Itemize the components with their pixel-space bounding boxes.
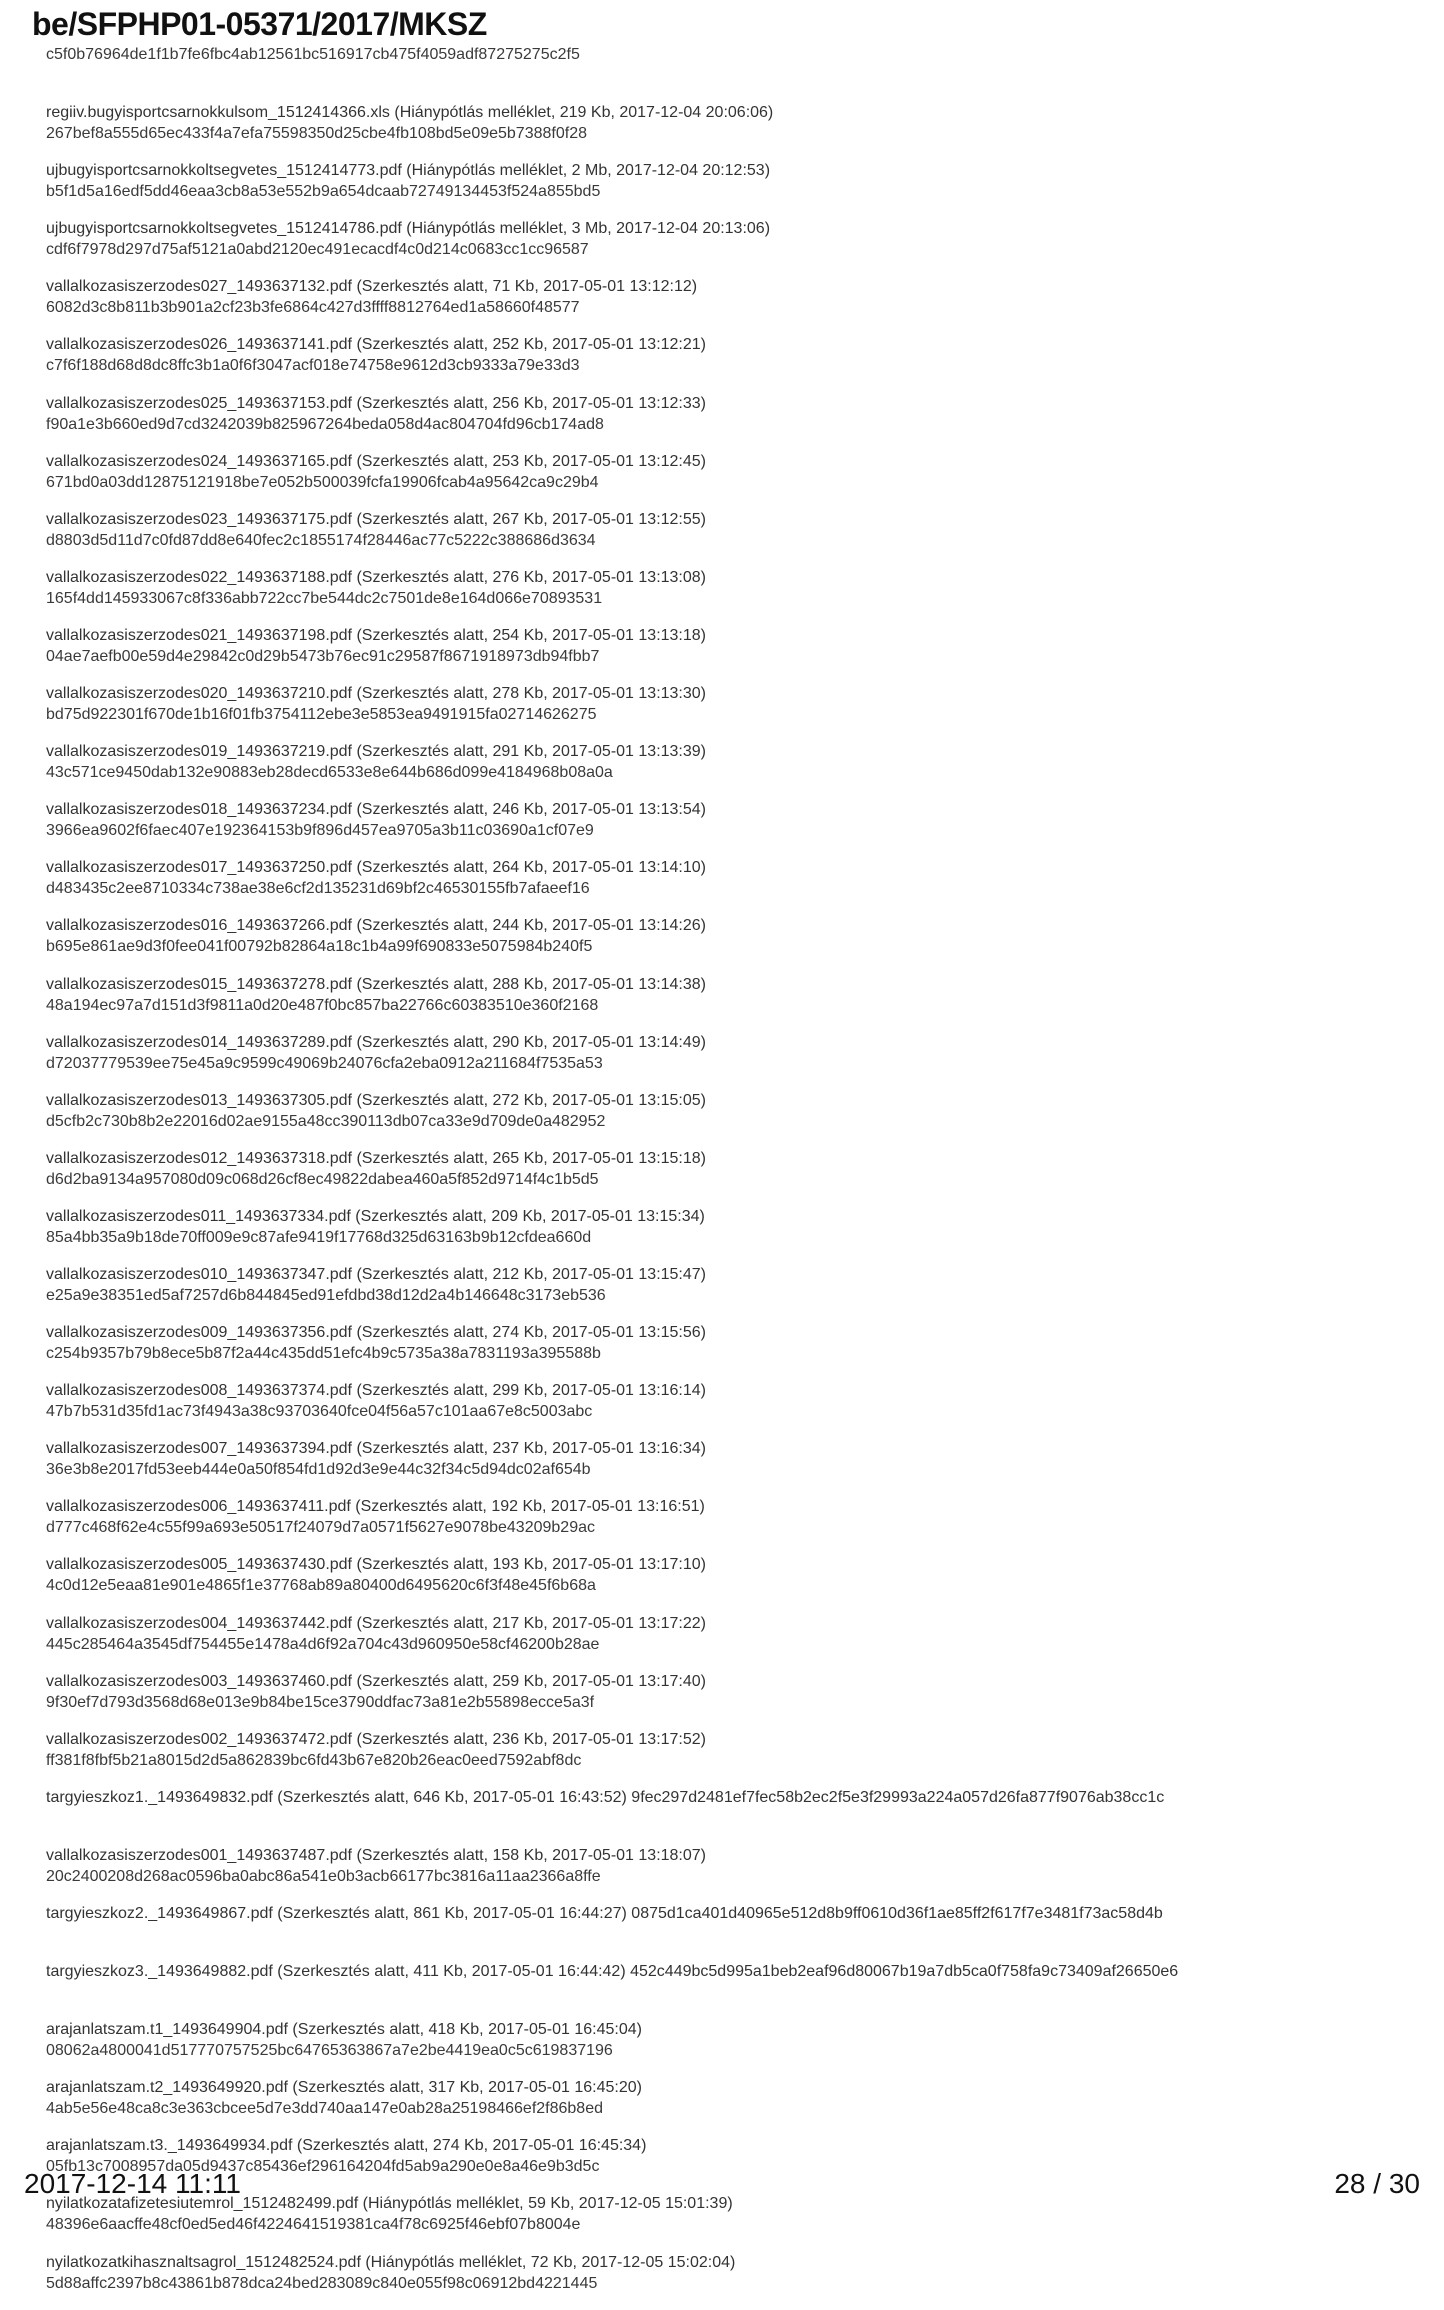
file-name: ujbugyisportcsarnokkoltsegvetes_1512414773.pdf [46,162,402,180]
file-meta: (Szerkesztés alatt, 288 Kb, 2017-05-01 13:14:38) [356,975,706,993]
list-item [46,1090,1436,1148]
file-hash: ff381f8fbf5b21a8015d2d5a862839bc6fd43b67e820b26eac0eed7592abf8dc [46,1751,582,1769]
file-name: nyilatkozatafizetesiutemrol_1512482499.pdf [46,2195,359,2213]
list-item [46,2135,1436,2193]
file-hash: 4ab5e56e48ca8c3e363cbcee5d7e3dd740aa147e0ab28a25198466ef2f86b8ed [46,2100,603,2118]
file-hash: 36e3b8e2017fd53eeb444e0a50f854fd1d92d3e9e44c32f34c5d94dc02af654b [46,1461,591,1479]
file-name: vallalkozasiszerzodes022_1493637188.pdf [46,568,352,586]
file-hash: 6082d3c8b811b3b901a2cf23b3fe6864c427d3ffff8812764ed1a58660f48577 [46,299,580,317]
list-item [46,2193,1436,2251]
file-info-line [46,974,1436,995]
file-meta: (Szerkesztés alatt, 646 Kb, 2017-05-01 16:43:52) 9fec297d2481ef7fec58b2ec2f5e3f29993a224a057d26fa877f9076ab38cc1c [277,1788,1165,1806]
file-info-line [46,2135,1436,2156]
file-meta: (Szerkesztés alatt, 290 Kb, 2017-05-01 13:14:49) [356,1033,706,1051]
file-hash: c254b9357b79b8ece5b87f2a44c435dd51efc4b9c5735a38a7831193a395588b [46,1345,601,1363]
file-meta: (Szerkesztés alatt, 253 Kb, 2017-05-01 13:12:45) [356,452,706,470]
list-item [46,1903,1436,1961]
file-meta: (Szerkesztés alatt, 274 Kb, 2017-05-01 13:15:56) [356,1324,706,1342]
file-name: arajanlatszam.t1_1493649904.pdf [46,2021,288,2039]
file-info-line [46,915,1436,936]
file-meta: (Szerkesztés alatt, 246 Kb, 2017-05-01 13:13:54) [356,801,706,819]
file-name: vallalkozasiszerzodes006_1493637411.pdf [46,1498,351,1516]
file-hash: 85a4bb35a9b18de70ff009e9c87afe9419f17768d325d63163b9b12cfdea660d [46,1228,592,1246]
file-meta: (Szerkesztés alatt, 291 Kb, 2017-05-01 13:13:39) [356,743,706,761]
list-item [46,1554,1436,1612]
file-info-line [46,1729,1436,1750]
list-item [46,1613,1436,1671]
file-name: vallalkozasiszerzodes007_1493637394.pdf [46,1440,352,1458]
file-meta: (Hiánypótlás melléklet, 2 Mb, 2017-12-04 20:12:53) [406,162,771,180]
file-meta: (Szerkesztés alatt, 193 Kb, 2017-05-01 13:17:10) [356,1556,706,1574]
file-info-line [46,1032,1436,1053]
file-hash: 47b7b531d35fd1ac73f4943a38c93703640fce04f56a57c101aa67e8c5003abc [46,1403,593,1421]
file-hash: 445c285464a3545df754455e1478a4d6f92a704c43d960950e58cf46200b28ae [46,1635,600,1653]
list-item [46,1496,1436,1554]
file-hash: 5d88affc2397b8c43861b878dca24bed283089c840e055f98c06912bd4221445 [46,2274,598,2292]
file-hash: 4c0d12e5eaa81e901e4865f1e37768ab89a80400d6495620c6f3f48e45f6b68a [46,1577,596,1595]
file-info-line [46,276,1436,297]
file-meta: (Szerkesztés alatt, 158 Kb, 2017-05-01 13:18:07) [356,1846,706,1864]
file-hash: c5f0b76964de1f1b7fe6fbc4ab12561bc516917cb475f4059adf87275275c2f5 [46,46,580,63]
file-name: vallalkozasiszerzodes010_1493637347.pdf [46,1265,352,1283]
file-info-line [46,1845,1436,1866]
list-item [46,2019,1436,2077]
file-info-line [46,1206,1436,1227]
file-info-line [46,334,1436,355]
file-meta: (Szerkesztés alatt, 209 Kb, 2017-05-01 13:15:34) [355,1207,705,1225]
file-name: targyieszkoz2._1493649867.pdf [46,1905,273,1922]
file-name: vallalkozasiszerzodes009_1493637356.pdf [46,1324,352,1342]
file-name: vallalkozasiszerzodes024_1493637165.pdf [46,452,352,470]
file-hash: 05fb13c7008957da05d9437c85436ef296164204fd5ab9a290e0e8a46e9b3d5c [46,2158,600,2176]
file-meta: (Szerkesztés alatt, 418 Kb, 2017-05-01 16:45:04) [292,2021,642,2039]
file-info-line [46,1148,1436,1169]
file-hash: 48396e6aacffe48cf0ed5ed46f4224641519381ca4f78c6925f46ebf07b8004e [46,2216,581,2234]
list-item [46,1380,1436,1438]
list-item [46,1961,1436,2019]
list-item [46,1032,1436,1090]
list-item [46,2077,1436,2135]
file-hash: 267bef8a555d65ec433f4a7efa75598350d25cbe4fb108bd5e09e5b7388f0f28 [46,125,587,143]
list-item [46,1787,1436,1845]
list-item [46,160,1436,218]
file-hash: 671bd0a03dd12875121918be7e052b500039fcfa19906fcab4a95642ca9c29b4 [46,473,599,491]
file-info-line [46,799,1436,820]
list-item [46,1729,1436,1787]
list-item [46,1845,1436,1903]
file-meta: (Szerkesztés alatt, 252 Kb, 2017-05-01 13:12:21) [356,336,706,354]
list-item [46,1148,1436,1206]
page-number: 28 / 30 [1334,2168,1420,2199]
list-item [46,509,1436,567]
print-timestamp: 2017-12-14 11:11 [24,2168,241,2199]
list-item [46,1438,1436,1496]
file-name: arajanlatszam.t3._1493649934.pdf [46,2137,293,2155]
file-name: arajanlatszam.t2_1493649920.pdf [46,2079,288,2097]
list-item [46,857,1436,915]
list-item [46,741,1436,799]
file-meta: (Szerkesztés alatt, 236 Kb, 2017-05-01 13:17:52) [356,1730,706,1748]
file-meta: (Hiánypótlás melléklet, 219 Kb, 2017-12-04 20:06:06) [394,104,774,122]
list-item [46,1671,1436,1729]
file-meta: (Szerkesztés alatt, 265 Kb, 2017-05-01 13:15:18) [356,1149,706,1167]
file-hash: b5f1d5a16edf5dd46eaa3cb8a53e552b9a654dcaab72749134453f524a855bd5 [46,183,601,201]
file-info-line [46,1090,1436,1111]
file-name: vallalkozasiszerzodes015_1493637278.pdf [46,975,352,993]
list-item [46,915,1436,973]
list-item [46,1206,1436,1264]
file-meta: (Szerkesztés alatt, 317 Kb, 2017-05-01 16:45:20) [292,2079,642,2097]
file-info-line [46,1961,1436,1982]
file-info-line [46,1671,1436,1692]
list-item [46,393,1436,451]
case-number: be/SFPHP01-05371/2017/MKSZ [32,6,487,42]
file-meta: (Hiánypótlás melléklet, 59 Kb, 2017-12-05 15:01:39) [362,2195,733,2213]
file-meta: (Szerkesztés alatt, 244 Kb, 2017-05-01 13:14:26) [356,917,706,935]
file-hash: c7f6f188d68d8dc8ffc3b1a0f6f3047acf018e74758e9612d3cb9333a79e33d3 [46,357,580,375]
list-item [46,1264,1436,1322]
file-name: vallalkozasiszerzodes023_1493637175.pdf [46,510,352,528]
file-meta: (Szerkesztés alatt, 256 Kb, 2017-05-01 13:12:33) [356,394,706,412]
file-hash: d72037779539ee75e45a9c9599c49069b24076cfa2eba0912a211684f7535a53 [46,1054,603,1072]
attachment-list [46,44,1436,2310]
list-item [46,102,1436,160]
file-info-line [46,567,1436,588]
list-item [46,451,1436,509]
file-name: vallalkozasiszerzodes020_1493637210.pdf [46,685,352,703]
file-meta: (Szerkesztés alatt, 861 Kb, 2017-05-01 16:44:27) 0875d1ca401d40965e512d8b9ff0610d36f1ae85ff2f617f7e3481f73ac58d4b [277,1905,1163,1922]
file-hash: 3966ea9602f6faec407e192364153b9f896d457ea9705a3b11c03690a1cf07e9 [46,822,594,840]
file-info-line [46,2252,1436,2273]
file-hash: 9f30ef7d793d3568d68e013e9b84be15ce3790ddfac73a81e2b55898ecce5a3f [46,1693,595,1711]
list-item [46,567,1436,625]
file-hash: 165f4dd145933067c8f336abb722cc7be544dc2c7501de8e164d066e70893531 [46,589,603,607]
file-hash: 04ae7aefb00e59d4e29842c0d29b5473b76ec91c29587f8671918973db94fbb7 [46,647,600,665]
file-info-line [46,683,1436,704]
file-hash: d483435c2ee8710334c738ae38e6cf2d135231d69bf2c46530155fb7afaeef16 [46,880,590,898]
file-meta: (Szerkesztés alatt, 254 Kb, 2017-05-01 13:13:18) [356,626,706,644]
file-info-line [46,1613,1436,1634]
file-info-line [46,1496,1436,1517]
file-meta: (Hiánypótlás melléklet, 3 Mb, 2017-12-04 20:13:06) [406,220,771,238]
file-info-line [46,2077,1436,2098]
file-info-line [46,625,1436,646]
file-name: ujbugyisportcsarnokkoltsegvetes_1512414786.pdf [46,220,402,238]
file-name: vallalkozasiszerzodes011_1493637334.pdf [46,1207,351,1225]
file-hash: cdf6f7978d297d75af5121a0abd2120ec491ecacdf4c0d214c0683cc1cc96587 [46,241,589,259]
file-info-line [46,2193,1436,2214]
file-name: vallalkozasiszerzodes027_1493637132.pdf [46,278,352,296]
list-item [46,799,1436,857]
file-info-line [46,102,1436,123]
file-info-line [46,1438,1436,1459]
file-name: vallalkozasiszerzodes016_1493637266.pdf [46,917,352,935]
file-meta: (Szerkesztés alatt, 192 Kb, 2017-05-01 13:16:51) [355,1498,705,1516]
file-meta: (Szerkesztés alatt, 411 Kb, 2017-05-01 16:44:42) 452c449bc5d995a1beb2eaf96d80067b19a7db5ca0f758fa9c73409af26650e6 [277,1963,1179,1981]
file-name: vallalkozasiszerzodes017_1493637250.pdf [46,859,352,877]
file-info-line [46,451,1436,472]
file-meta: (Szerkesztés alatt, 299 Kb, 2017-05-01 13:16:14) [356,1382,706,1400]
list-item [46,334,1436,392]
file-name: nyilatkozatkihasznaltsagrol_1512482524.pdf [46,2253,361,2271]
list-item [46,1322,1436,1380]
file-name: vallalkozasiszerzodes026_1493637141.pdf [46,336,352,354]
list-item [46,625,1436,683]
file-info-line [46,509,1436,530]
file-meta: (Szerkesztés alatt, 274 Kb, 2017-05-01 16:45:34) [296,2137,647,2155]
file-info-line [46,1322,1436,1343]
list-item [46,2252,1436,2310]
file-info-line [46,857,1436,878]
file-info-line [46,1903,1436,1924]
file-meta: (Szerkesztés alatt, 217 Kb, 2017-05-01 13:17:22) [356,1614,706,1632]
file-info-line [46,741,1436,762]
file-name: vallalkozasiszerzodes004_1493637442.pdf [46,1614,352,1632]
list-item [46,683,1436,741]
file-meta: (Hiánypótlás melléklet, 72 Kb, 2017-12-05 15:02:04) [365,2253,736,2271]
file-name: vallalkozasiszerzodes018_1493637234.pdf [46,801,352,819]
file-meta: (Szerkesztés alatt, 278 Kb, 2017-05-01 13:13:30) [356,685,706,703]
file-info-line [46,1554,1436,1575]
file-info-line [46,1380,1436,1401]
file-name: vallalkozasiszerzodes005_1493637430.pdf [46,1556,352,1574]
file-hash: 20c2400208d268ac0596ba0abc86a541e0b3acb66177bc3816a11aa2366a8ffe [46,1867,601,1885]
file-info-line [46,2019,1436,2040]
file-name: vallalkozasiszerzodes003_1493637460.pdf [46,1672,352,1690]
file-hash: bd75d922301f670de1b16f01fb3754112ebe3e5853ea9491915fa02714626275 [46,706,597,724]
file-meta: (Szerkesztés alatt, 71 Kb, 2017-05-01 13:12:12) [356,278,698,296]
file-hash: d5cfb2c730b8b2e22016d02ae9155a48cc390113db07ca33e9d709de0a482952 [46,1112,606,1130]
file-name: vallalkozasiszerzodes021_1493637198.pdf [46,626,352,644]
list-item [46,44,1436,102]
file-name: targyieszkoz3._1493649882.pdf [46,1963,273,1981]
file-info-line [46,1787,1436,1808]
file-hash: d8803d5d11d7c0fd87dd8e640fec2c1855174f28446ac77c5222c388686d3634 [46,531,596,549]
file-hash: f90a1e3b660ed9d7cd3242039b825967264beda058d4ac804704fd96cb174ad8 [46,415,604,433]
file-meta: (Szerkesztés alatt, 276 Kb, 2017-05-01 13:13:08) [356,568,706,586]
file-hash: d6d2ba9134a957080d09c068d26cf8ec49822dabea460a5f852d9714f4c1b5d5 [46,1170,599,1188]
file-meta: (Szerkesztés alatt, 212 Kb, 2017-05-01 13:15:47) [356,1265,706,1283]
file-meta: (Szerkesztés alatt, 264 Kb, 2017-05-01 13:14:10) [356,859,706,877]
file-hash: b695e861ae9d3f0fee041f00792b82864a18c1b4a99f690833e5075984b240f5 [46,938,593,956]
file-name: vallalkozasiszerzodes019_1493637219.pdf [46,743,352,761]
file-name: vallalkozasiszerzodes001_1493637487.pdf [46,1846,352,1864]
file-info-line [46,393,1436,414]
file-info-line [46,1264,1436,1285]
file-hash: e25a9e38351ed5af7257d6b844845ed91efdbd38d12d2a4b146648c3173eb536 [46,1286,606,1304]
file-hash: d777c468f62e4c55f99a693e50517f24079d7a0571f5627e9078be43209b29ac [46,1519,595,1537]
file-hash: 08062a4800041d517770757525bc64765363867a7e2be4419ea0c5c619837196 [46,2042,613,2060]
file-name: targyieszkoz1._1493649832.pdf [46,1788,273,1806]
file-hash: 43c571ce9450dab132e90883eb28decd6533e8e644b686d099e4184968b08a0a [46,764,613,782]
file-info-line [46,218,1436,239]
list-item [46,974,1436,1032]
file-name: vallalkozasiszerzodes002_1493637472.pdf [46,1730,352,1748]
file-hash: 48a194ec97a7d151d3f9811a0d20e487f0bc857ba22766c60383510e360f2168 [46,996,599,1014]
list-item [46,276,1436,334]
file-info-line [46,160,1436,181]
file-name: vallalkozasiszerzodes012_1493637318.pdf [46,1149,352,1167]
file-name: vallalkozasiszerzodes013_1493637305.pdf [46,1091,352,1109]
list-item [46,218,1436,276]
file-name: vallalkozasiszerzodes025_1493637153.pdf [46,394,352,412]
file-meta: (Szerkesztés alatt, 272 Kb, 2017-05-01 13:15:05) [356,1091,706,1109]
file-meta: (Szerkesztés alatt, 259 Kb, 2017-05-01 13:17:40) [356,1672,706,1690]
file-name: vallalkozasiszerzodes008_1493637374.pdf [46,1382,352,1400]
file-name: regiiv.bugyisportcsarnokkulsom_1512414366.xls [46,104,390,122]
file-meta: (Szerkesztés alatt, 237 Kb, 2017-05-01 13:16:34) [356,1440,706,1458]
file-meta: (Szerkesztés alatt, 267 Kb, 2017-05-01 13:12:55) [356,510,706,528]
file-name: vallalkozasiszerzodes014_1493637289.pdf [46,1033,352,1051]
